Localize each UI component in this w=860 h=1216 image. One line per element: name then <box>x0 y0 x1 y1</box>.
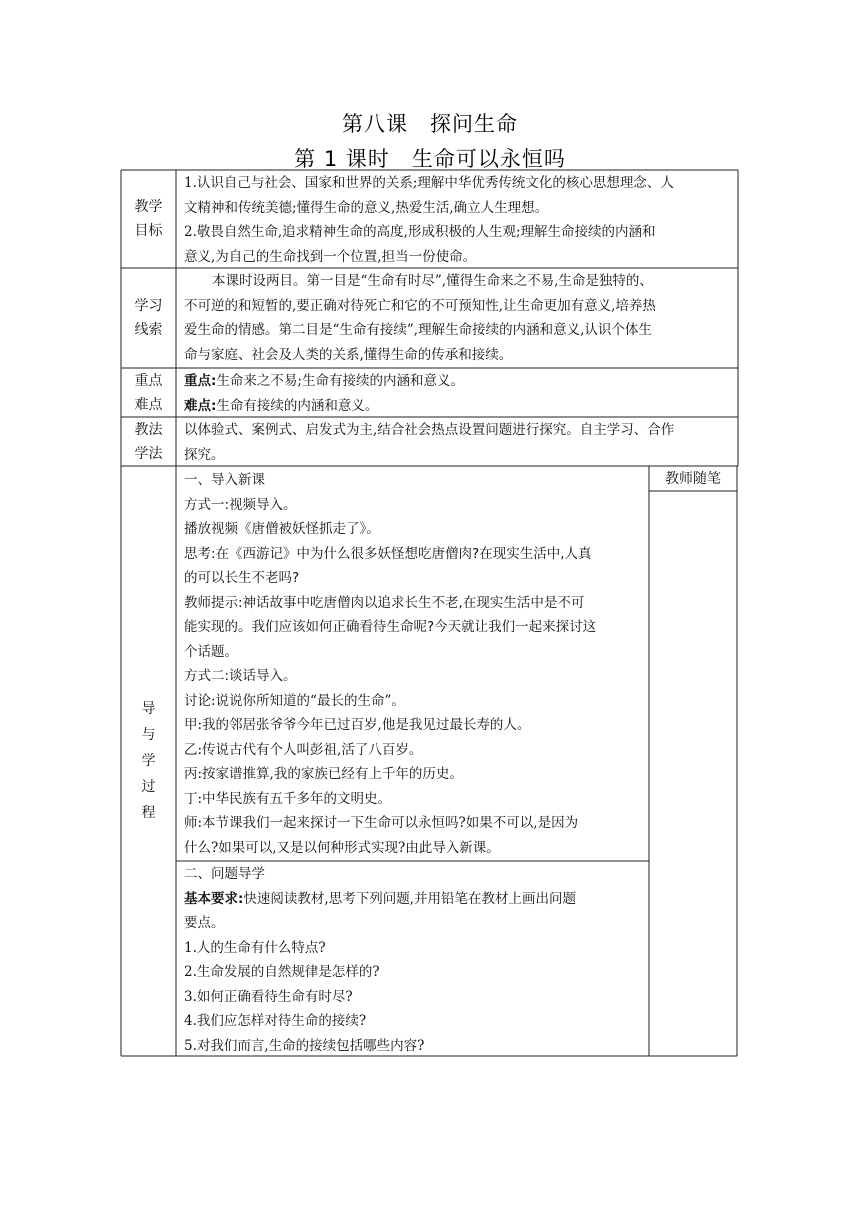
clues-line: 不可逆的和短暂的,要正确对待死亡和它的不可预知性,让生命更加有意义,培养热 <box>184 297 656 314</box>
question-item: 5.对我们而言,生命的接续包括哪些内容? <box>184 1037 425 1054</box>
notes-header: 教师随笔 <box>665 471 721 487</box>
way1-text: 方式一:视频导入。 <box>184 496 297 513</box>
goals-label-line-2: 目标 <box>134 223 163 239</box>
process-label-char: 学 <box>141 753 156 769</box>
goals-line: 文精神和传统美德;懂得生命的意义,热爱生活,确立人生理想。 <box>184 199 549 216</box>
process-label-char: 过 <box>141 779 156 795</box>
lesson-title <box>0 108 860 138</box>
goals-line: 1.认识自己与社会、国家和世界的关系;理解中华优秀传统文化的核心思想理念、人 <box>184 175 674 191</box>
methods-label-line-2: 学法 <box>134 445 163 462</box>
requirement-label: 基本要求: <box>184 890 244 907</box>
answer-d: 丁:中华民族有五千多年的文明史。 <box>184 790 392 807</box>
goals-content <box>184 171 736 269</box>
teacher-text: 师:本节课我们一起来探讨一下生命可以永恒吗?如果不可以,是因为 <box>184 815 579 831</box>
lesson-name: 探问生命 <box>430 112 518 136</box>
answer-a: 甲:我的邻居张爷爷今年已过百岁,他是我见过最长寿的人。 <box>184 717 531 733</box>
answer-c: 丙:按家谱推算,我的家族已经有上千年的历史。 <box>184 766 463 782</box>
keypoints-label <box>121 368 176 417</box>
process-label-char: 导 <box>141 701 156 717</box>
requirement-text: 快速阅读教材,思考下列问题,并用铅笔在教材上画出问题 <box>243 890 576 907</box>
hard-label: 难点: <box>184 397 217 414</box>
hard-text: 生命有接续的内涵和意义。 <box>216 397 379 414</box>
methods-line: 以体验式、案例式、启发式为主,结合社会热点设置问题进行探究。自主学习、合作 <box>184 422 675 438</box>
clues-label-line-1: 学习 <box>134 298 163 314</box>
hint-text: 教师提示:神话故事中吃唐僧肉以追求长生不老,在现实生活中是不可 <box>184 594 585 611</box>
goals-label-line-1: 教学 <box>134 199 163 215</box>
way2-text: 方式二:谈话导入。 <box>184 668 297 684</box>
methods-content <box>184 418 736 467</box>
hint-text: 个话题。 <box>184 643 238 660</box>
hint-text: 能实现的。我们应该如何正确看待生命呢?今天就让我们一起来探讨这 <box>184 619 597 635</box>
think-text: 的可以长生不老吗? <box>184 570 300 586</box>
section-intro <box>184 468 649 860</box>
teacher-text: 什么?如果可以,又是以何种形式实现?由此导入新课。 <box>184 839 500 856</box>
period-title <box>0 143 860 173</box>
period-name: 生命可以永恒吗 <box>411 147 566 171</box>
question-item: 3.如何正确看待生命有时尽? <box>184 988 353 1005</box>
clues-line: 命与家庭、社会及人类的关系,懂得生命的传承和接续。 <box>184 346 513 363</box>
video-text: 播放视频《唐僧被妖怪抓走了》。 <box>184 521 380 537</box>
key-label: 重点: <box>184 373 217 389</box>
answer-b: 乙:传说古代有个人叫彭祖,活了八百岁。 <box>184 741 423 758</box>
section1-title: 一、导入新课 <box>184 472 265 488</box>
keypoints-label-line-1: 重点 <box>134 372 163 389</box>
process-label <box>121 466 176 1056</box>
methods-label-line-1: 教法 <box>134 421 163 438</box>
section2-title: 二、问题导学 <box>184 866 265 882</box>
process-label-char: 程 <box>141 805 156 821</box>
question-item: 1.人的生命有什么特点? <box>184 939 326 956</box>
lesson-number: 第八课 <box>342 112 408 136</box>
key-text: 生命来之不易;生命有接续的内涵和意义。 <box>216 373 464 389</box>
methods-line: 探究。 <box>184 446 225 463</box>
clues-label <box>121 268 176 368</box>
requirement-text: 要点。 <box>184 915 225 931</box>
question-item: 2.生命发展的自然规律是怎样的? <box>184 964 380 980</box>
goals-line: 2.敬畏自然生命,追求精神生命的高度,形成积极的人生观;理解生命接续的内涵和 <box>184 224 656 240</box>
keypoints-content <box>184 369 736 418</box>
methods-label <box>121 417 176 466</box>
think-text: 思考:在《西游记》中为什么很多妖怪想吃唐僧肉?在现实生活中,人真 <box>184 545 592 562</box>
clues-line: 本课时设两目。第一目是“生命有时尽”,懂得生命来之不易,生命是独特的、 <box>212 273 653 289</box>
clues-content <box>184 269 736 367</box>
discuss-text: 讨论:说说你所知道的“最长的生命”。 <box>184 692 405 709</box>
process-label-char: 与 <box>141 727 156 743</box>
question-item: 4.我们应怎样对待生命的接续? <box>184 1013 367 1029</box>
clues-label-line-2: 线索 <box>134 322 163 338</box>
goals-label <box>121 170 176 268</box>
period-number: 第 1 课时 <box>294 147 390 171</box>
clues-line: 爱生命的情感。第二目是“生命有接续”,理解生命接续的内涵和意义,认识个体生 <box>184 322 652 338</box>
keypoints-label-line-2: 难点 <box>134 396 163 413</box>
section-questions <box>184 862 649 1058</box>
goals-line: 意义,为自己的生命找到一个位置,担当一份使命。 <box>184 248 477 265</box>
